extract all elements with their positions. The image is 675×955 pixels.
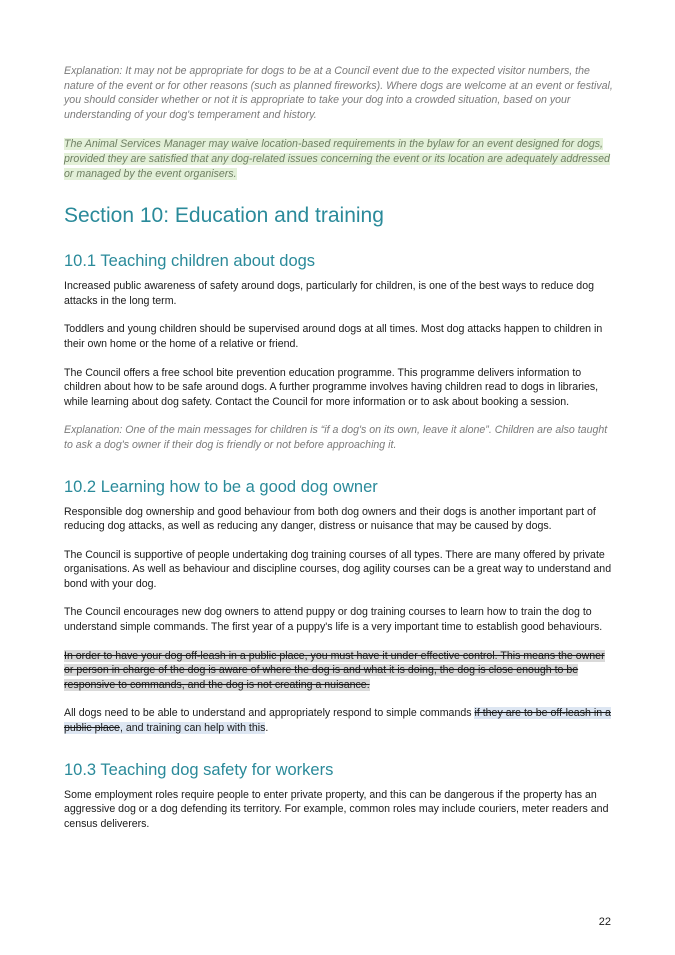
s10-3-paragraph-1: Some employment roles require people to enter private property, and this can be dangerous if the property has an aggressive dog or a dog defending its territory. For example, common roles may include couriers, meter readers and census deliverers. (64, 788, 609, 830)
s10-1-paragraph-3: The Council offers a free school bite prevention education programme. This programme delivers information to children about how to be safe around dogs. A further programme involves having children read to dogs in libraries, while learning about dog safety. Contact the Council for more information or to ask about booking a session. (64, 366, 599, 408)
highlighted-note (64, 137, 616, 181)
s10-1-explanation: Explanation: One of the main messages for children is “if a dog's on its own, leave it alone”. Children are also taught to ask a dog's owner if their dog is friendly or not before approaching it. (64, 424, 608, 451)
s10-2-paragraph-3: The Council encourages new dog owners to attend puppy or dog training courses to learn how to train the dog to understand simple commands. The first year of a puppy's life is a very important time to establish good behaviours. (64, 606, 603, 634)
s10-1-paragraph-2: Toddlers and young children should be supervised around dogs at all times. Most dog attacks happen to children in their own home or the home of a relative or friend. (64, 323, 603, 350)
s10-2-struck-paragraph (64, 649, 616, 693)
p5-struck-text: if they are to be off-leash in a public place (64, 707, 611, 735)
s10-1-paragraph-1: Increased public awareness of safety around dogs, particularly for children, is one of the best ways to reduce dog attacks in the long term. (64, 280, 594, 307)
document-page (64, 64, 616, 831)
p5-end: . (265, 722, 269, 735)
p5-added-text: , and training can help with this (119, 722, 266, 735)
heading-10-1: 10.1 Teaching children about dogs (64, 252, 316, 271)
p5-start: All dogs need to be able to understand and appropriately respond to simple commands (64, 707, 475, 720)
heading-10-2: 10.2 Learning how to be a good dog owner (64, 477, 378, 496)
s10-2-paragraph-2: The Council is supportive of people undertaking dog training courses of all types. There are many offered by private organisations. As well as behaviour and discipline courses, dog agility courses can be a great way to understand and bond with your dog. (64, 548, 612, 590)
s10-2-paragraph-1: Responsible dog ownership and good behaviour from both dog owners and their dogs is another important part of reducing dog attacks, as well as reducing any danger, distress or nuisance that may be caused by dogs. (64, 505, 596, 533)
struck-paragraph-text: In order to have your dog off-leash in a public place, you must have it under effective control. This means the owner or person in charge of the dog is aware of where the dog is and what it is doing, the dog is close enough to be responsive to commands, and the dog is not creating a nuisance. (64, 649, 605, 691)
section-title: Section 10: Education and training (64, 204, 384, 228)
highlighted-note-text: The Animal Services Manager may waive location-based requirements in the bylaw for an event designed for dogs, provided they are satisfied that any dog-related issues concerning the event or its location are adequately addressed or managed by the event organisers. (64, 138, 610, 180)
heading-10-3: 10.3 Teaching dog safety for workers (64, 760, 334, 779)
s10-2-paragraph-5 (64, 706, 616, 735)
page-number: 22 (598, 916, 611, 928)
explanation-event: Explanation: It may not be appropriate for dogs to be at a Council event due to the expected visitor numbers, the nature of the event or for other reasons (such as planned fireworks). Where dogs are welcome at an event or festival, you should consider whether or not it is appropriate to take your dog into a crowded situation, based on your understanding of your dog's temperament and history. (64, 65, 613, 121)
